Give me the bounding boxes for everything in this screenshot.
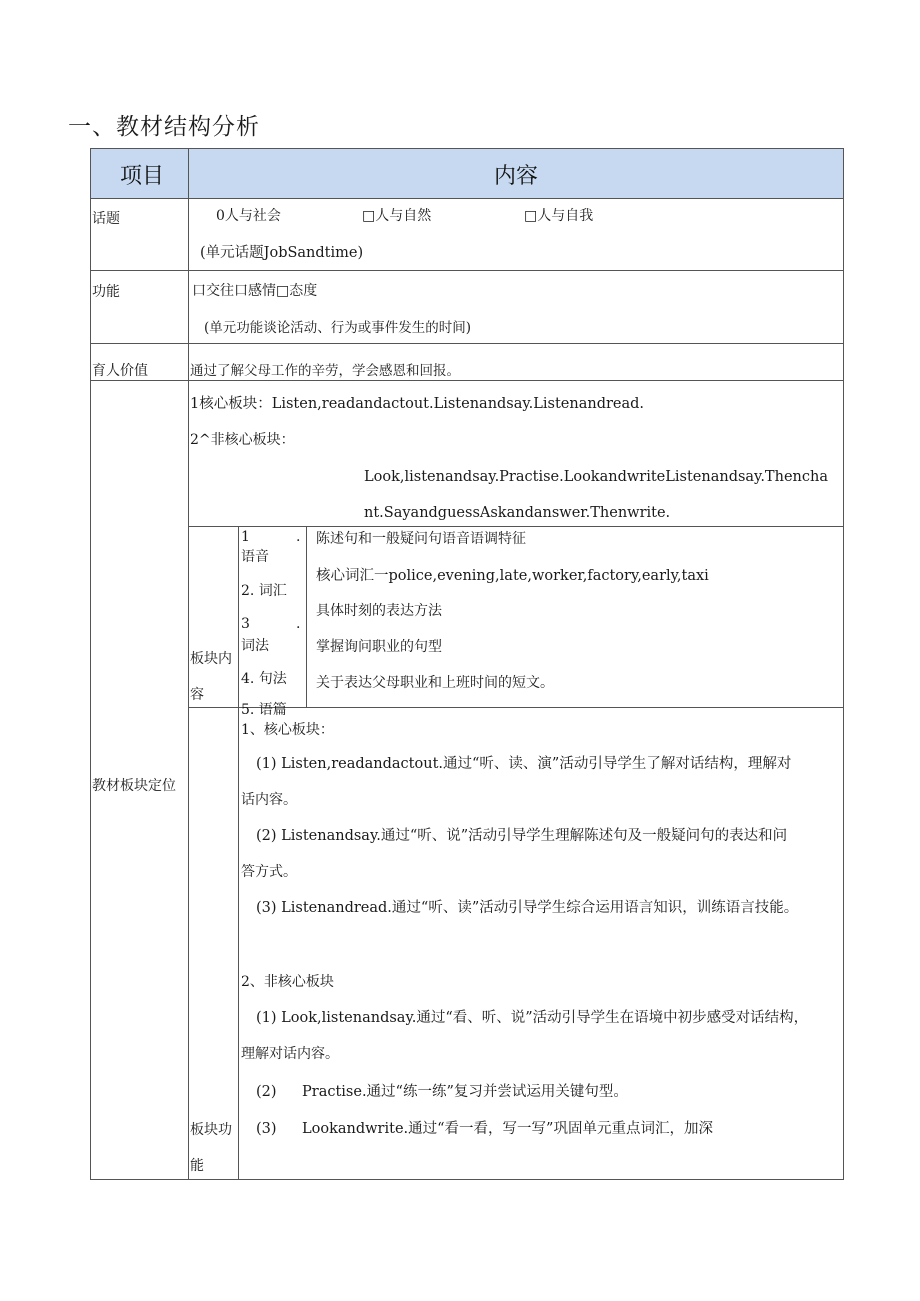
function-item-2: (2) Listenandsay.通过“听、说”活动引导学生理解陈述句及一般疑问句的表达和问 [256,828,788,844]
function-item-1-cont: 话内容。 [241,792,297,808]
function-noncore-item-2-number: (2) [256,1084,277,1100]
detail-phonetics: 陈述句和一般疑问句语音语调特征 [316,531,526,547]
header-content: 内容 [494,164,539,189]
sub-item-dot: . [296,616,301,632]
topic-note: (单元话题JobSandtime) [200,245,364,261]
function-core-heading: 1、核心板块： [241,722,334,738]
function-noncore-item-3: Lookandwrite.通过“看一看，写一写”巩固单元重点词汇，加深 [302,1121,713,1137]
function-noncore-heading: 2、非核心板块 [241,974,334,990]
sub-item-number: 3 [241,616,250,632]
block-function-label-2: 能 [190,1158,204,1174]
topic-option-society: 0人与社会 [216,208,281,224]
function-item-2-cont: 答方式。 [241,864,297,880]
column-divider [238,526,239,1180]
table-header [90,148,844,198]
noncore-line-2: nt.SayandguessAskandanswer.Thenwrite. [364,505,671,521]
table-border-left [90,148,91,1180]
function-item-1: (1) Listen,readandactout.通过“听、读、演”活动引导学生了解对话结构，理解对 [256,756,792,772]
row-divider [188,526,844,527]
sub-item-morphology: 词法 [241,638,269,654]
noncore-line-1: Look,listenandsay.Practise.LookandwriteListenandsay.Thencha [364,469,828,485]
table-border-bottom [90,1179,844,1180]
row-divider [90,343,844,344]
noncore-label: 2^非核心板块： [190,432,295,448]
detail-vocabulary: 核心词汇一police,evening,late,worker,factory,early,taxi [316,568,709,584]
topic-option-self: □人与自我 [524,208,594,224]
function-noncore-item-1-cont: 理解对话内容。 [241,1046,339,1062]
column-divider [188,148,189,1180]
sub-item-discourse: 5. 语篇 [241,702,287,718]
sub-item-syntax: 4. 句法 [241,671,287,687]
topic-label: 话题 [92,211,120,227]
function-options: 口交往口感情□态度 [192,283,318,299]
positioning-label: 教材板块定位 [92,778,176,794]
topic-option-nature: □人与自然 [362,208,432,224]
row-divider [90,270,844,271]
column-divider [306,526,307,707]
core-blocks: 1核心板块：Listen,readandactout.Listenandsay.Listenandread. [190,396,645,412]
block-content-label-2: 容 [190,687,204,703]
row-divider [90,198,844,199]
function-item-3: (3) Listenandread.通过“听、读”活动引导学生综合运用语言知识，训练语言技能。 [256,900,799,916]
block-function-label: 板块功 [190,1122,232,1138]
section-title: 一、教材结构分析 [68,114,260,140]
table-border-right [843,148,844,1180]
sub-item-vocabulary: 2. 词汇 [241,583,287,599]
function-noncore-item-1: (1) Look,listenandsay.通过“看、听、说”活动引导学生在语境中初步感受对话结构， [256,1010,809,1026]
sub-item-phonetics: 语音 [241,549,269,565]
function-label: 功能 [92,284,120,300]
detail-morphology: 具体时刻的表达方法 [316,603,442,619]
value-label: 育人价值 [92,363,148,379]
row-divider [90,380,844,381]
header-item: 项目 [120,164,165,189]
detail-discourse: 关于表达父母职业和上班时间的短文。 [316,675,554,691]
function-noncore-item-3-number: (3) [256,1121,277,1137]
table-border-top [90,148,844,149]
block-content-label: 板块内 [190,651,232,667]
value-text: 通过了解父母工作的辛劳，学会感恩和回报。 [190,363,460,379]
analysis-table [90,148,844,1180]
function-noncore-item-2: Practise.通过“练一练”复习并尝试运用关键句型。 [302,1084,628,1100]
detail-syntax: 掌握询问职业的句型 [316,639,442,655]
sub-item-discourse-clip [241,696,305,718]
sub-item-dot: . [296,529,301,545]
sub-item-number: 1 [241,529,250,545]
function-note: (单元功能谈论活动、行为或事件发生的时间) [204,320,472,336]
